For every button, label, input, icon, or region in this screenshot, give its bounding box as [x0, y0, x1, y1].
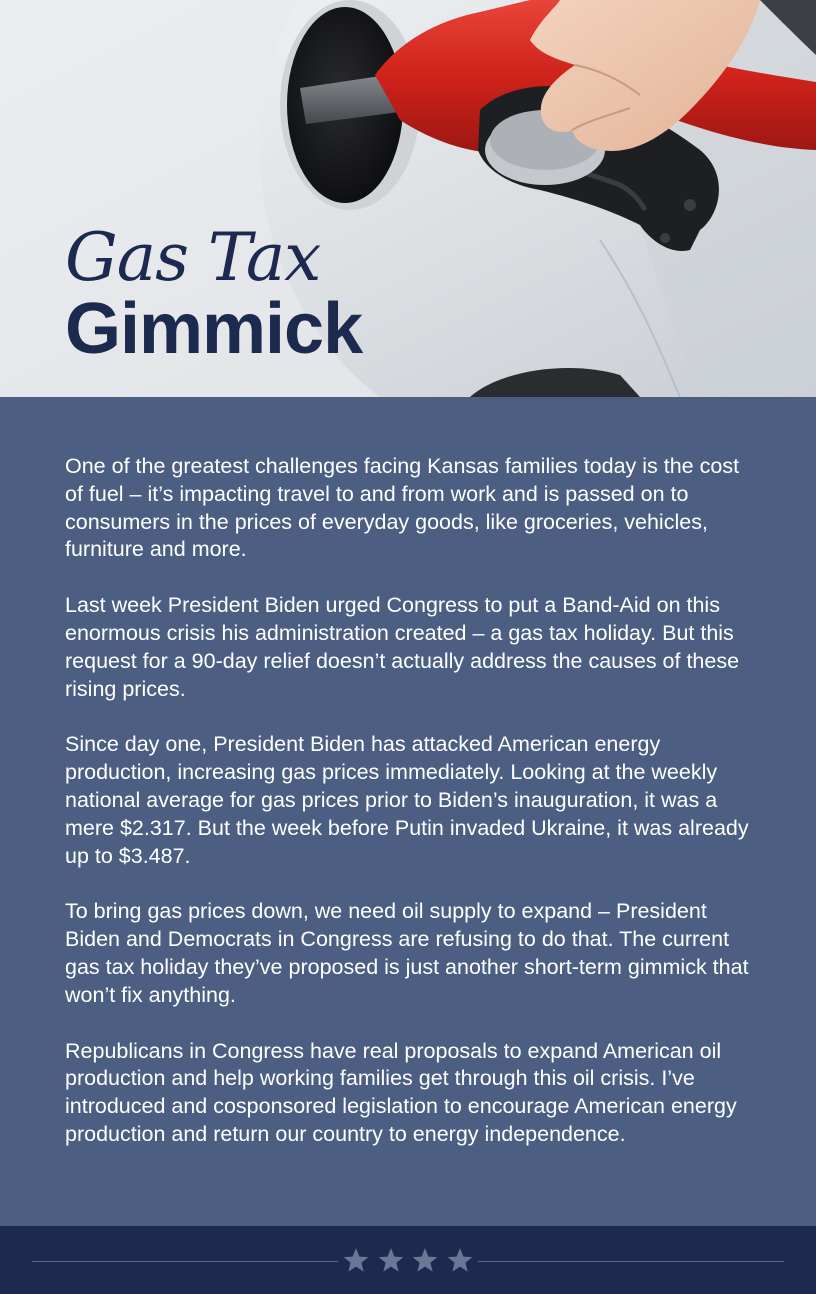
headline-line-1: Gas Tax	[65, 219, 321, 296]
star-icon	[446, 1246, 474, 1274]
footer-divider-right	[478, 1261, 784, 1262]
star-icon	[411, 1246, 439, 1274]
paragraph-3: Since day one, President Biden has attacked American energy production, increasing gas prices immediately. Looking at the weekly national average for gas prices prior to Biden’s inauguration, it was a mere $2.317. But the week before Putin invaded Ukraine, it was already up to $3.487.	[65, 732, 749, 868]
paragraph-5: Republicans in Congress have real proposals to expand American oil production and help working families get through this oil crisis. I’ve introduced and cosponsored legislation to encourage American energy production and return our country to energy independence.	[65, 1038, 737, 1146]
star-icon	[377, 1246, 405, 1274]
footer-bar	[0, 1226, 816, 1294]
hero-banner	[0, 0, 816, 397]
paragraph-4: To bring gas prices down, we need oil supply to expand – President Biden and Democrats in Congress are refusing to do that. The current gas tax holiday they’ve proposed is just another short-term gimmick that won’t fix anything.	[65, 899, 749, 1007]
article-body	[0, 397, 816, 1226]
paragraph-2: Last week President Biden urged Congress to put a Band-Aid on this enormous crisis his administration created – a gas tax holiday. But this request for a 90-day relief doesn’t actually address the causes of these rising prices.	[65, 593, 740, 701]
headline-line-2: Gimmick	[65, 289, 363, 369]
star-row	[338, 1240, 478, 1280]
star-icon	[342, 1246, 370, 1274]
headline	[65, 219, 363, 369]
footer-divider-left	[32, 1261, 338, 1262]
paragraph-1: One of the greatest challenges facing Kansas families today is the cost of fuel – it’s impacting travel to and from work and is passed on to consumers in the prices of everyday goods, like groceries, vehicles, furniture and more.	[65, 454, 740, 562]
